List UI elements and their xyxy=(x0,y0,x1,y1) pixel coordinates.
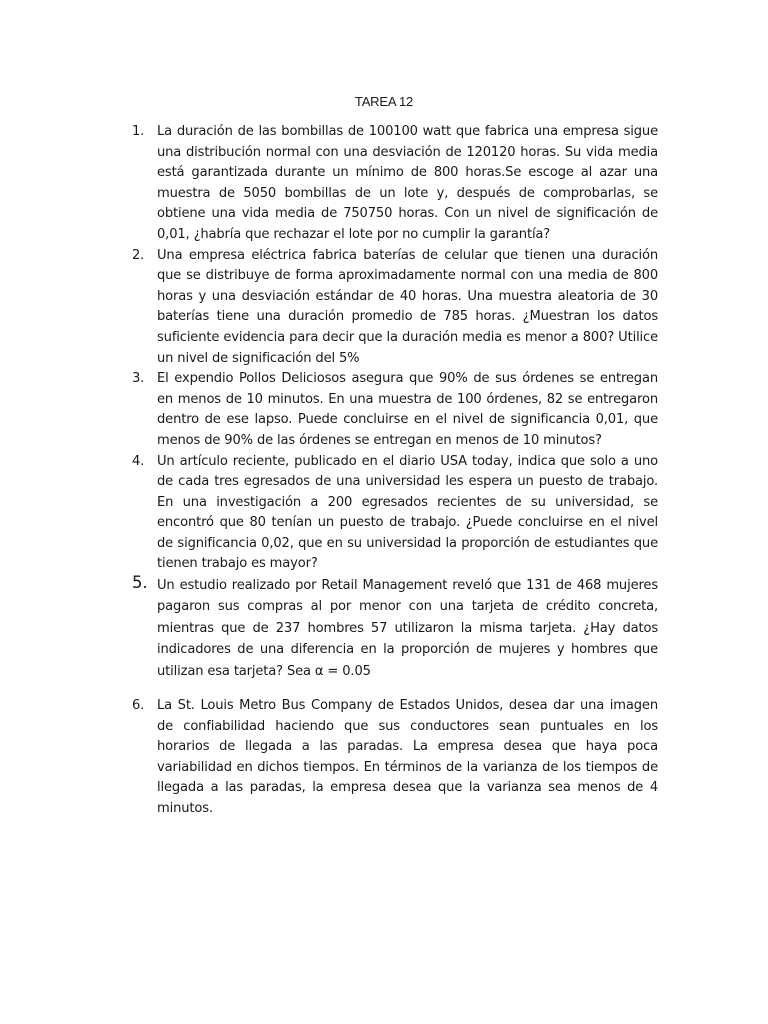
exercise-text: El expendio Pollos Deliciosos asegura que 90% de sus órdenes se entregan en menos de 10 minutos. En una muestra de 100 órdenes, 82 se entregaron dentro de ese lapso. Puede concluirse en el nivel de significancia 0,01, que menos de 90% de las órdenes se entregan en menos de 10 minutos? xyxy=(157,371,658,448)
exercise-number: 5. xyxy=(132,573,148,593)
exercise-item-4 xyxy=(132,452,658,576)
exercise-text: La duración de las bombillas de 100100 watt que fabrica una empresa sigue una distribución normal con una desviación de 120120 horas. Su vida media está garantizada durante un mínimo de 800 horas.Se escoge al azar una muestra de 5050 bombillas de un lote y, después de comprobarlas, se obtiene una vida media de 750750 horas. Con un nivel de significación de 0,01, ¿habría que rechazar el lote por no cumplir la garantía? xyxy=(157,124,658,242)
exercise-text: Un estudio realizado por Retail Management reveló que 131 de 468 mujeres pagaron sus compras al por menor con una tarjeta de crédito concreta, mientras que de 237 hombres 57 utilizaron la misma tarjeta. ¿Hay datos indicadores de una diferencia en la proporción de mujeres y hombres que utilizan esa tarjeta? Sea α = 0.05 xyxy=(157,578,658,679)
paragraph-spacer xyxy=(132,682,658,696)
exercise-item-1 xyxy=(132,122,658,246)
exercise-text: Un artículo reciente, publicado en el diario USA today, indica que solo a uno de cada tres egresados de una universidad les espera un puesto de trabajo. En una investigación a 200 egresados recientes de su universidad, se encontró que 80 tenían un puesto de trabajo. ¿Puede concluirse en el nivel de significancia 0,02, que en su universidad la proporción de estudiantes que tienen trabajo es mayor? xyxy=(157,453,658,572)
document-title: TAREA 12 xyxy=(354,94,414,109)
exercise-number: 1. xyxy=(132,124,145,139)
exercise-number: 6. xyxy=(132,698,145,714)
exercise-item-6 xyxy=(132,696,658,820)
exercise-number: 3. xyxy=(132,371,145,387)
exercise-item-3 xyxy=(132,369,658,451)
exercise-number: 4. xyxy=(132,453,145,469)
exercise-list xyxy=(132,122,658,820)
exercise-number: 2. xyxy=(132,247,145,263)
exercise-text: Una empresa eléctrica fabrica baterías de celular que tienen una duración que se distribuye de forma aproximadamente normal con una media de 800 horas y una desviación estándar de 40 horas. Una muestra aleatoria de 30 baterías tiene una duración promedio de 785 horas. ¿Muestran los datos suficiente evidencia para decir que la duración media es menor a 800? Utilice un nivel de significación del 5% xyxy=(157,247,658,366)
exercise-text: La St. Louis Metro Bus Company de Estados Unidos, desea dar una imagen de confiabilidad haciendo que sus conductores sean puntuales en los horarios de llegada a las paradas. La empresa desea que haya poca variabilidad en dichos tiempos. En términos de la varianza de los tiempos de llegada a las paradas, la empresa desea que la varianza sea menos de 4 minutos. xyxy=(157,698,658,817)
exercise-item-2 xyxy=(132,246,658,370)
exercise-item-5 xyxy=(132,575,658,682)
